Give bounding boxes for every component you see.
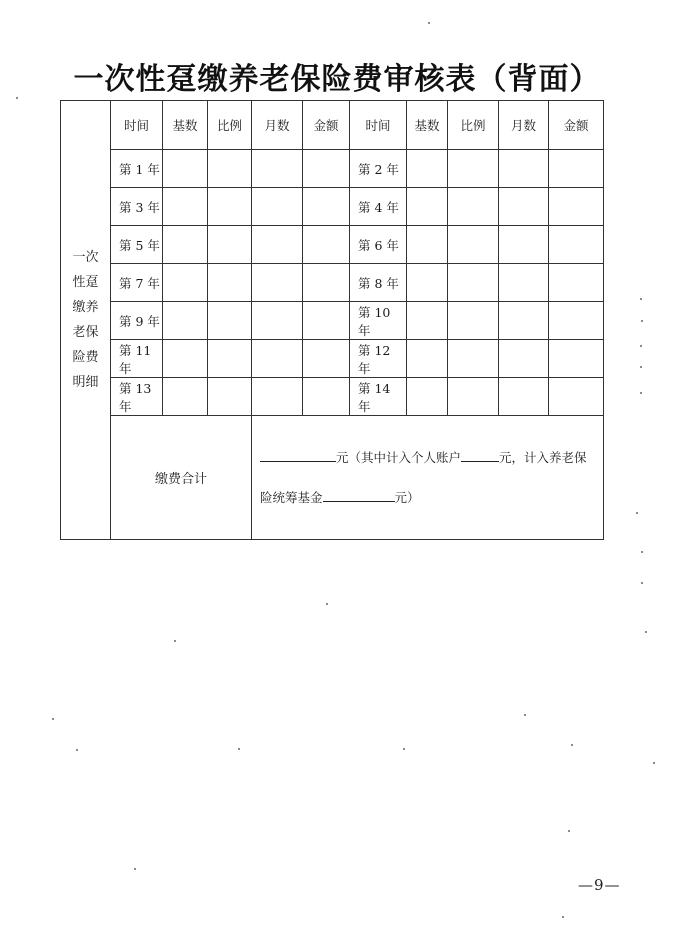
header-months-left: 月数: [252, 101, 303, 150]
amount-cell[interactable]: [549, 226, 604, 264]
header-amount-right: 金额: [549, 101, 604, 150]
year-label-right: 第 12 年: [350, 340, 407, 378]
scan-speck: [645, 631, 647, 633]
year-label-left: 第 9 年: [111, 302, 163, 340]
ratio-cell[interactable]: [448, 340, 499, 378]
amount-cell[interactable]: [549, 378, 604, 416]
months-cell[interactable]: [499, 340, 549, 378]
amount-cell[interactable]: [303, 188, 350, 226]
scan-speck: [571, 744, 573, 746]
scan-speck: [641, 320, 643, 322]
header-ratio-left: 比例: [208, 101, 252, 150]
months-cell[interactable]: [252, 264, 303, 302]
scan-speck: [641, 551, 643, 553]
year-label-right: 第 2 年: [350, 150, 407, 188]
months-cell[interactable]: [499, 264, 549, 302]
scan-speck: [76, 749, 78, 751]
ratio-cell[interactable]: [208, 264, 252, 302]
amount-cell[interactable]: [549, 302, 604, 340]
form-title: 一次性趸缴养老保险费审核表（背面）: [73, 62, 601, 97]
total-detail: [252, 416, 604, 540]
table-row: [61, 340, 604, 378]
scan-speck: [524, 714, 526, 716]
total-amount-blank[interactable]: [260, 447, 336, 462]
months-cell[interactable]: [499, 378, 549, 416]
base-cell[interactable]: [163, 226, 208, 264]
scan-speck: [640, 366, 642, 368]
table-row: [61, 378, 604, 416]
amount-cell[interactable]: [303, 226, 350, 264]
base-cell[interactable]: [407, 226, 448, 264]
scan-speck: [134, 868, 136, 870]
header-ratio-right: 比例: [448, 101, 499, 150]
base-cell[interactable]: [407, 264, 448, 302]
header-amount-left: 金额: [303, 101, 350, 150]
base-cell[interactable]: [163, 150, 208, 188]
months-cell[interactable]: [252, 226, 303, 264]
ratio-cell[interactable]: [448, 378, 499, 416]
ratio-cell[interactable]: [208, 340, 252, 378]
amount-cell[interactable]: [549, 340, 604, 378]
ratio-cell[interactable]: [208, 302, 252, 340]
base-cell[interactable]: [407, 378, 448, 416]
personal-account-text: （其中计入个人账户: [348, 449, 462, 465]
scan-speck: [238, 748, 240, 750]
pool-fund-text: 元，计入养老保险统筹基金: [260, 449, 587, 505]
scan-speck: [562, 916, 564, 918]
scan-speck: [428, 22, 430, 24]
months-cell[interactable]: [499, 226, 549, 264]
total-close-text: 元）: [394, 489, 420, 505]
scan-speck: [403, 748, 405, 750]
year-label-left: 第 13 年: [111, 378, 163, 416]
scan-speck: [174, 640, 176, 642]
year-label-left: 第 3 年: [111, 188, 163, 226]
amount-cell[interactable]: [549, 188, 604, 226]
amount-cell[interactable]: [303, 302, 350, 340]
header-base-left: 基数: [163, 101, 208, 150]
side-label: 一次性趸缴养老保险费明细: [72, 250, 99, 390]
base-cell[interactable]: [407, 188, 448, 226]
year-label-right: 第 14 年: [350, 378, 407, 416]
base-cell[interactable]: [163, 188, 208, 226]
ratio-cell[interactable]: [208, 150, 252, 188]
base-cell[interactable]: [407, 340, 448, 378]
amount-cell[interactable]: [549, 150, 604, 188]
year-label-left: 第 1 年: [111, 150, 163, 188]
ratio-cell[interactable]: [448, 150, 499, 188]
scan-speck: [52, 718, 54, 720]
total-label: 缴费合计: [111, 416, 252, 540]
year-label-left: 第 11 年: [111, 340, 163, 378]
ratio-cell[interactable]: [208, 188, 252, 226]
months-cell[interactable]: [252, 150, 303, 188]
base-cell[interactable]: [407, 150, 448, 188]
table-row: [61, 150, 604, 188]
scan-speck: [641, 582, 643, 584]
scan-speck: [640, 392, 642, 394]
header-time-right: 时间: [350, 101, 407, 150]
header-row: [61, 101, 604, 150]
months-cell[interactable]: [252, 340, 303, 378]
amount-cell[interactable]: [549, 264, 604, 302]
amount-cell[interactable]: [303, 150, 350, 188]
year-label-right: 第 4 年: [350, 188, 407, 226]
base-cell[interactable]: [163, 340, 208, 378]
ratio-cell[interactable]: [448, 264, 499, 302]
year-label-left: 第 5 年: [111, 226, 163, 264]
scan-speck: [640, 345, 642, 347]
scan-speck: [640, 298, 642, 300]
table-row: [61, 188, 604, 226]
pool-fund-blank[interactable]: [323, 487, 395, 502]
audit-table: [60, 100, 604, 540]
amount-cell[interactable]: [303, 378, 350, 416]
total-row: [61, 416, 604, 540]
scan-speck: [653, 762, 655, 764]
personal-account-blank[interactable]: [461, 447, 499, 462]
table-row: [61, 264, 604, 302]
months-cell[interactable]: [499, 302, 549, 340]
year-label-left: 第 7 年: [111, 264, 163, 302]
ratio-cell[interactable]: [448, 188, 499, 226]
scan-speck: [16, 97, 18, 99]
months-cell[interactable]: [252, 188, 303, 226]
amount-cell[interactable]: [303, 264, 350, 302]
base-cell[interactable]: [407, 302, 448, 340]
header-months-right: 月数: [499, 101, 549, 150]
amount-cell[interactable]: [303, 340, 350, 378]
ratio-cell[interactable]: [448, 226, 499, 264]
table-row: [61, 226, 604, 264]
page-number: —9—: [578, 876, 621, 894]
ratio-cell[interactable]: [448, 302, 499, 340]
scan-speck: [326, 603, 328, 605]
base-cell[interactable]: [163, 378, 208, 416]
total-yuan-text: 元: [336, 449, 349, 465]
ratio-cell[interactable]: [208, 378, 252, 416]
months-cell[interactable]: [499, 150, 549, 188]
year-label-right: 第 8 年: [350, 264, 407, 302]
months-cell[interactable]: [252, 378, 303, 416]
base-cell[interactable]: [163, 264, 208, 302]
months-cell[interactable]: [252, 302, 303, 340]
base-cell[interactable]: [163, 302, 208, 340]
header-time-left: 时间: [111, 101, 163, 150]
table-row: [61, 302, 604, 340]
header-base-right: 基数: [407, 101, 448, 150]
scan-speck: [636, 512, 638, 514]
scan-speck: [568, 830, 570, 832]
year-label-right: 第 10 年: [350, 302, 407, 340]
months-cell[interactable]: [499, 188, 549, 226]
ratio-cell[interactable]: [208, 226, 252, 264]
side-label-cell: [61, 101, 111, 540]
year-label-right: 第 6 年: [350, 226, 407, 264]
